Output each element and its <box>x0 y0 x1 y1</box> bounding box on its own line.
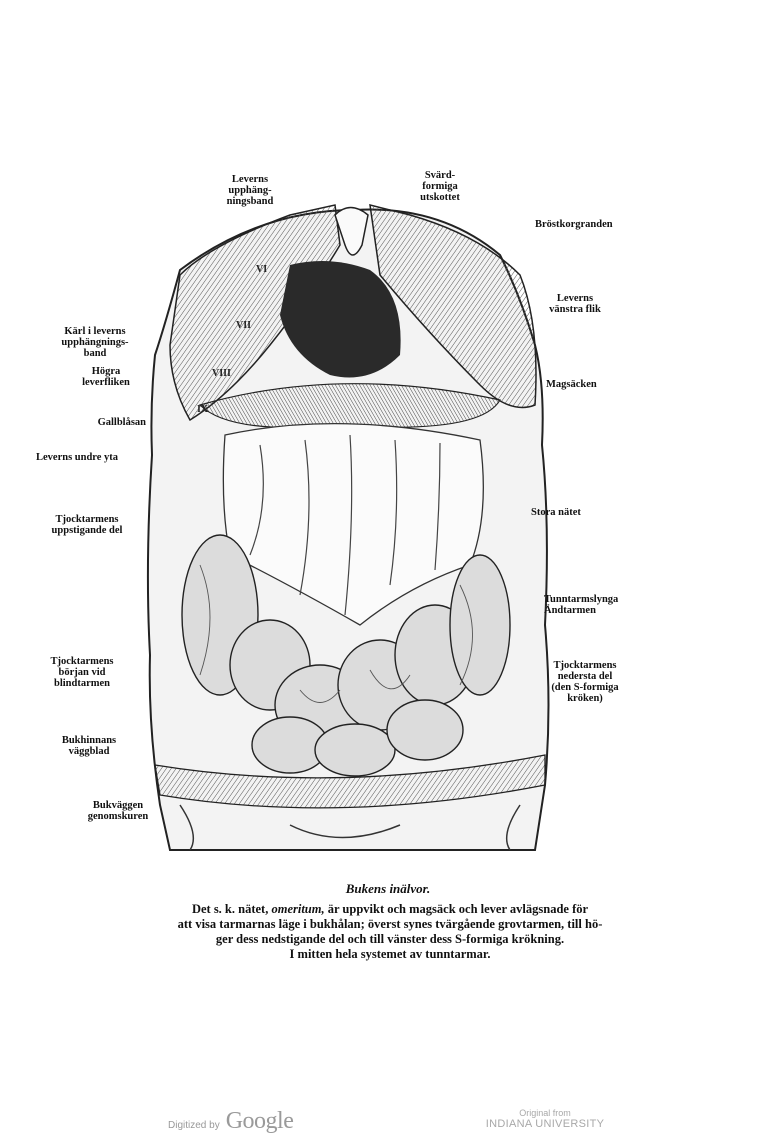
caption-title: Bukens inälvor. <box>345 881 431 896</box>
caption-line-3: ger dess nedstigande del och till vänster dess S-formiga krökning. <box>215 932 565 946</box>
caption-line-2: att visa tarmarnas läge i bukhålan; överst synes tvärgående grovtarmen, till hö- <box>177 917 603 931</box>
rib-numeral-viii: VIII <box>212 368 231 379</box>
caption-term-omeritum: omeritum, <box>271 902 325 916</box>
label-magsacken: Magsäcken <box>546 379 597 390</box>
institution-name: INDIANA UNIVERSITY <box>485 1118 605 1130</box>
label-leverns-undre-yta: Leverns undre yta <box>36 452 119 463</box>
label-leverns-vanstra-flik: Leverns vänstra flik <box>549 293 601 315</box>
label-svardformiga-utskottet: Svärd- formiga utskottet <box>420 170 460 203</box>
label-bukvaggen-genomskuren: Bukväggen genomskuren <box>87 800 149 822</box>
caption-line-4: I mitten hela systemet av tunntarmar. <box>289 947 491 961</box>
original-from-watermark <box>480 1108 610 1130</box>
rib-numeral-ix: IX <box>197 404 209 415</box>
caption-body <box>70 902 710 962</box>
rib-numeral-vii: VII <box>236 320 252 331</box>
caption-line-1-start: Det s. k. nätet, <box>191 902 272 916</box>
label-stora-natet: Stora nätet <box>531 507 581 518</box>
rib-numeral-vi: VI <box>256 264 268 275</box>
label-tunntarmslynga-andtarmen: Tunntarmslynga Ändtarmen <box>544 594 619 616</box>
original-from-text: Original from <box>519 1108 571 1118</box>
label-tjocktarmens-borjan: Tjocktarmens början vid blindtarmen <box>50 656 114 689</box>
label-leverns-upphangningsband: Leverns upphäng- ningsband <box>226 174 274 207</box>
label-tjocktarmens-nedersta: Tjocktarmens nedersta del (den S-formiga kröken) <box>551 660 619 704</box>
caption-line-1 <box>70 902 710 917</box>
label-karl-i-leverns: Kärl i leverns upphängnings- band <box>61 326 129 359</box>
label-hogra-leverfliken: Högra leverfliken <box>82 366 130 388</box>
label-brostkorgranden: Bröstkorgranden <box>535 219 613 230</box>
google-logo: Google <box>225 1108 294 1134</box>
digitized-by-text: Digitized by <box>168 1120 220 1131</box>
label-bukhinnans-vaggblad: Bukhinnans väggblad <box>61 735 117 757</box>
caption-line-1-end: är uppvikt och magsäck och lever avlägsnade för <box>324 902 589 916</box>
label-gallblasan: Gallblåsan <box>97 417 146 428</box>
anatomical-illustration <box>140 185 560 865</box>
digitized-by-watermark <box>168 1108 293 1135</box>
abdomen-drawing <box>140 185 560 865</box>
label-tjocktarmens-uppstigande: Tjocktarmens uppstigande del <box>51 514 123 536</box>
